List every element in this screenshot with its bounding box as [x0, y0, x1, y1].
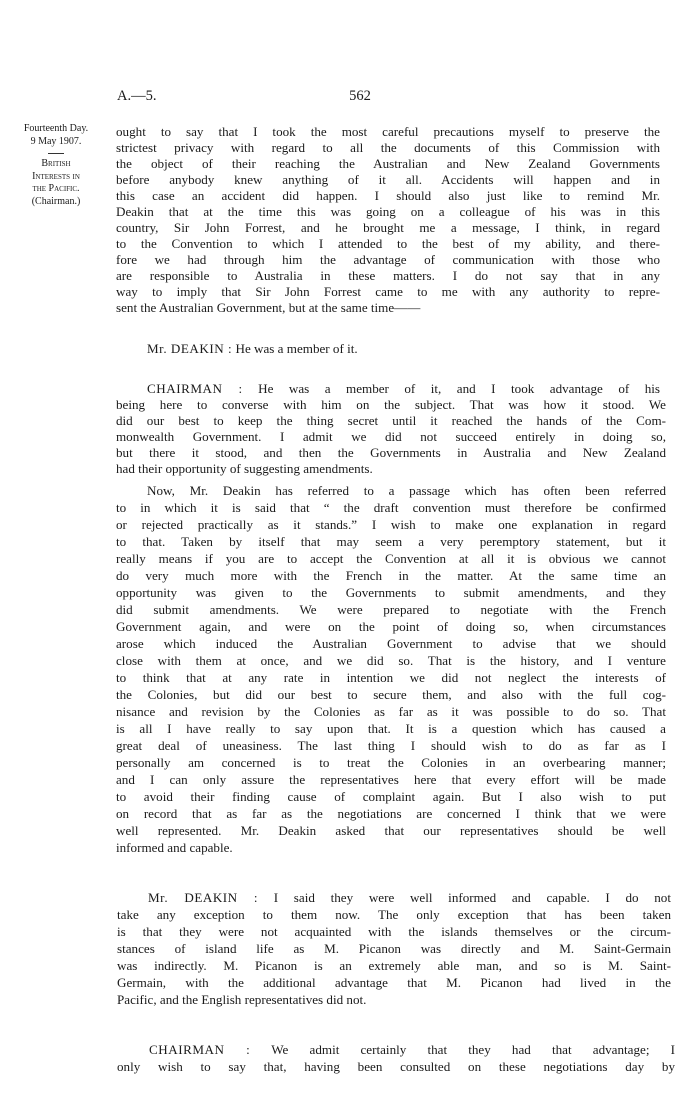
text-line: to that. Taken by itself that may seem a very peremptory statement, but it	[116, 534, 666, 549]
text-line: is all I have really to say upon that. It is a question which has caused a	[116, 721, 666, 736]
speech-text: I said they were well informed and capable. I do not	[273, 890, 671, 905]
text-line: ought to say that I took the most careful precautions myself to preserve the	[116, 124, 660, 139]
text-line: this case an accident did happen. I should also just like to remind Mr.	[116, 188, 660, 203]
text-line: stances of island life as M. Picanon was directly and M. Saint-Germain	[117, 941, 671, 956]
margin-topic-line-1: British	[41, 158, 71, 170]
text-line: are responsible to Australia in these matters. I do not say that in any	[116, 268, 660, 283]
text-line: the object of their reaching the Australian and New Zealand Governments	[116, 156, 660, 171]
text-line: take any exception to them now. The only exception that has been taken	[117, 907, 671, 922]
text-line: Government again, and were on the point of doing so, when circumstances	[116, 619, 666, 634]
text-line: to avoid their finding cause of complaint again. But I also wish to put	[116, 789, 666, 804]
text-line: is that they were not acquainted with the islands themselves or the circum-	[117, 924, 671, 939]
text-line: was indirectly. M. Picanon is an extremely able man, and so is M. Saint-	[117, 958, 671, 973]
text-line: close with them at once, and we did so. That is the history, and I venture	[116, 653, 666, 668]
text-line: country, Sir John Forrest, and he brought me a message, I think, in regard	[116, 220, 660, 235]
margin-topic-line-2: Interests in	[32, 170, 80, 182]
margin-note	[6, 123, 106, 209]
text-line: opportunity was given to the Governments to submit amendments, and they	[116, 585, 666, 600]
text-line	[148, 890, 671, 906]
speaker-name: Mr. DEAKIN :	[148, 890, 259, 905]
text-line: did our best to keep the thing secret until it reached the hands of the Com-	[116, 413, 666, 428]
text-line: Deakin that at the time this was going on a colleague of his was in this	[116, 204, 660, 219]
text-line: on record that as far as the negotiations are concerned I think that we were	[116, 806, 666, 821]
text-line: Pacific, and the English representatives did not.	[117, 992, 367, 1007]
text-line: being here to converse with him on the subject. That was how it stood. We	[116, 397, 666, 412]
speech-text: We admit certainly that they had that advantage; I	[271, 1042, 675, 1057]
text-line: strictest privacy with regard to all the documents of this Commission with	[116, 140, 660, 155]
text-line: fore we had through him the advantage of communication with those who	[116, 252, 660, 267]
text-line: the Colonies, but did our best to secure them, and also with the full cog-	[116, 687, 666, 702]
speech-text: He was a member of it.	[235, 341, 358, 356]
margin-date-line-2: 9 May 1907.	[30, 135, 82, 147]
speaker-name: Mr. DEAKIN :	[147, 341, 233, 356]
text-line: well represented. Mr. Deakin asked that our representatives should be well	[116, 823, 666, 838]
text-line: did submit amendments. We were prepared to negotiate with the French	[116, 602, 666, 617]
margin-speaker: (Chairman.)	[31, 195, 81, 207]
text-line: and I can only assure the representatives here that every effort will be made	[116, 772, 666, 787]
text-line: monwealth Government. I admit we did not succeed entirely in doing so,	[116, 429, 666, 444]
margin-topic-line-3: the Pacific.	[32, 183, 80, 195]
speech-deakin-1	[147, 341, 358, 357]
text-line: to the Convention to which I attended to the best of my ability, and there-	[116, 236, 660, 251]
text-line: but there it stood, and then the Governments in Australia and New Zealand	[116, 445, 666, 460]
margin-date-line-1: Fourteenth Day.	[23, 123, 89, 134]
text-line: do very much more with the French in the matter. At the same time an	[116, 568, 666, 583]
page-reference: A.—5.	[117, 88, 157, 104]
text-line: Germain, with the additional advantage that M. Picanon had lived in the	[117, 975, 671, 990]
text-line: way to imply that Sir John Forrest came to me with any authority to repre-	[116, 284, 660, 299]
text-line: to in which it is said that “ the draft convention must therefore be confirmed	[116, 500, 666, 515]
speaker-name: CHAIRMAN :	[149, 1042, 251, 1057]
text-line: sent the Australian Government, but at the same time——	[116, 300, 421, 315]
text-line: only wish to say that, having been consulted on these negotiations day by	[117, 1059, 675, 1074]
page-number: 562	[349, 88, 371, 104]
text-line: Now, Mr. Deakin has referred to a passage which has often been referred	[147, 483, 666, 498]
text-line	[149, 1042, 675, 1058]
margin-divider	[48, 153, 64, 154]
speaker-name: CHAIRMAN :	[147, 381, 243, 396]
text-line: really means if you are to accept the Convention at all it is obvious we cannot	[116, 551, 666, 566]
speech-text: He was a member of it, and I took advantage of his	[258, 381, 660, 396]
text-line	[147, 381, 660, 397]
text-line: great deal of uneasiness. The last thing I should wish to do as far as I	[116, 738, 666, 753]
text-line: arose which induced the Australian Government to advise that we should	[116, 636, 666, 651]
text-line: or rejected practically as it stands.” I wish to make one explanation in regard	[116, 517, 666, 532]
text-line: before anybody knew anything of it all. Accidents will happen and in	[116, 172, 660, 187]
text-line: to think that at any rate in intention we did not neglect the interests of	[116, 670, 666, 685]
text-line: personally am concerned is to treat the Colonies in an overbearing manner;	[116, 755, 666, 770]
text-line: informed and capable.	[116, 840, 233, 855]
text-line: had their opportunity of suggesting amendments.	[116, 461, 373, 476]
text-line: nisance and revision by the Colonies as far as it was possible to do so. That	[116, 704, 666, 719]
